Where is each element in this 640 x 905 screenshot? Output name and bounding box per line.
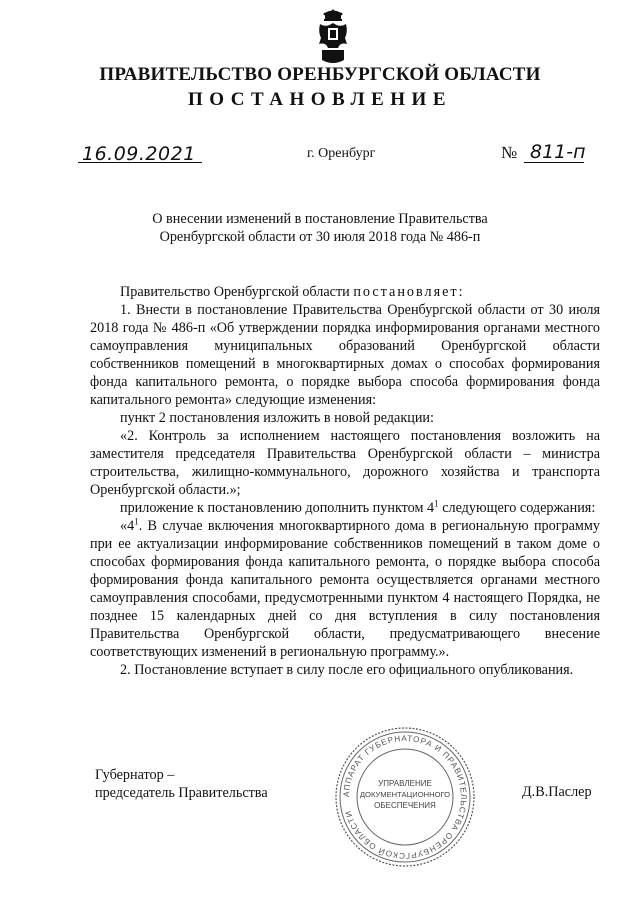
position-line-1: Губернатор –: [95, 767, 175, 783]
stamp-line-3: ОБЕСПЕЧЕНИЯ: [374, 801, 436, 810]
decree-body: [90, 283, 600, 679]
signatory-position: [95, 766, 268, 802]
position-line-2: председатель Правительства: [95, 785, 268, 801]
appendix-text-sup: 1: [134, 516, 139, 527]
preamble-resolves: постановляет:: [353, 284, 465, 300]
signatory-name: Д.В.Паслер: [522, 784, 592, 800]
coat-of-arms-emblem: [316, 8, 350, 66]
subject-line-2: Оренбургской области от 30 июля 2018 года № 486-п: [159, 229, 481, 245]
decree-subject: [0, 210, 640, 246]
appendix-text-before: «4: [120, 518, 135, 534]
paragraph-2: 2. Постановление вступает в силу после его официального опубликования.: [120, 662, 574, 678]
appendix-intro-sup: 1: [434, 498, 439, 509]
paragraph-1: 1. Внести в постановление Правительства Оренбургской области от 30 июля 2018 года № 486-п «Об утверждении порядка информирования органами местного самоуправления муниципальных образований Оренбургской области собственников помещений в многоквартирных домах о способах формирования фонда капитального ремонта, о порядке выбора способа формирования фонда капитального ремонта» следующие изменения:: [90, 302, 600, 408]
document-type-title: ПОСТАНОВЛЕНИЕ: [187, 89, 453, 110]
appendix-intro-before: приложение к постановлению дополнить пунктом 4: [120, 500, 435, 516]
paragraph-item-2-intro: пункт 2 постановления изложить в новой редакции:: [120, 410, 434, 426]
date-underline: [78, 162, 202, 163]
stamp-line-2: ДОКУМЕНТАЦИОННОГО: [359, 790, 451, 799]
subject-line-1: О внесении изменений в постановление Правительства: [152, 211, 488, 227]
number-sign: №: [501, 143, 518, 162]
decree-date: 16.09.2021: [82, 143, 196, 165]
paragraph-appendix-intro: [90, 499, 600, 517]
decree-city: г. Оренбург: [307, 146, 376, 161]
paragraph-appendix-text: [90, 517, 600, 661]
stamp-ring-text: АППАРАТ ГУБЕРНАТОРА И ПРАВИТЕЛЬСТВА ОРЕНБУРГСКОЙ ОБЛАСТИ: [341, 733, 469, 861]
paragraph-item-2-text: «2. Контроль за исполнением настоящего постановления возложить на заместителя председателя Правительства Оренбургской области – министра строительства, жилищно-коммунального, дорожного хозяйства и транспорта Оренбургской области.»;: [90, 428, 600, 498]
preamble-lead: Правительство Оренбургской области: [120, 284, 354, 300]
number-underline: [524, 162, 584, 163]
stamp-line-1: УПРАВЛЕНИЕ: [378, 779, 432, 788]
decree-number: 811-п: [530, 141, 586, 163]
government-title: ПРАВИТЕЛЬСТВО ОРЕНБУРГСКОЙ ОБЛАСТИ: [99, 64, 541, 85]
official-seal-stamp: [334, 726, 476, 868]
preamble: [90, 283, 600, 301]
appendix-intro-after: следующего содержания:: [438, 500, 596, 516]
appendix-text-after: . В случае включения многоквартирного дома в региональную программу при ее актуализации информирование собственников помещений в таком доме о способах формирования фонда капитального ремонта, о порядке выбора способа формирования фонда капитального ремонта осуществляется органами местного самоуправления способами, предусмотренными пунктом 4 настоящего Порядка, не позднее 15 календарных дней со дня вступления в силу постановления Правительства Оренбургской области, предусматривающего внесение соответствующих изменений в региональную программу.».: [90, 518, 600, 660]
